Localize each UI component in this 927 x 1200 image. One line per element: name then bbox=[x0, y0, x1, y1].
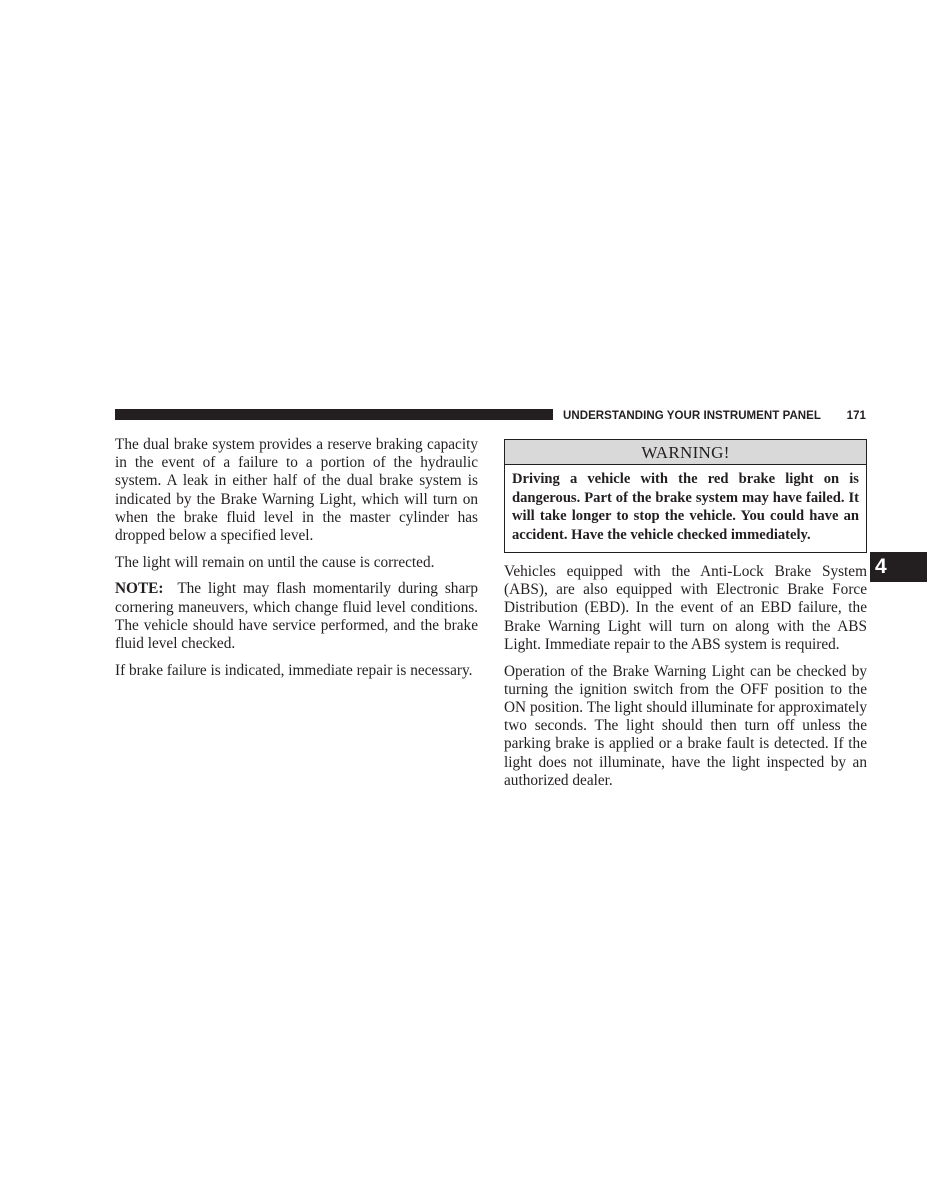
warning-body: Driving a vehicle with the red brake light on is dangerous. Part of the brake system may have failed. It will take longer to stop the vehicle. You could have an accident. Have the vehicle checked immediately. bbox=[512, 471, 859, 543]
note-paragraph bbox=[115, 580, 478, 653]
paragraph-abs-ebd: Vehicles equipped with the Anti-Lock Brake System (ABS), are also equipped with Electronic Brake Force Distribution (EBD). In the event of an EBD failure, the Brake Warning Light will turn on along with the ABS Light. Immediate repair to the ABS system is required. bbox=[504, 563, 867, 653]
note-label: NOTE: bbox=[115, 580, 164, 598]
header-rule bbox=[115, 409, 553, 420]
warning-box bbox=[504, 439, 867, 553]
paragraph-light-remains: The light will remain on until the cause is corrected. bbox=[115, 553, 435, 571]
chapter-tab: 4 bbox=[870, 552, 927, 582]
warning-title: WARNING! bbox=[505, 440, 866, 465]
paragraph-light-check: Operation of the Brake Warning Light can be checked by turning the ignition switch from the OFF position to the ON position. The light should illuminate for approximately two seconds. The light should then turn off unless the parking brake is applied or a brake fault is detected. If the light does not illuminate, have the light inspected by an authorized dealer. bbox=[504, 662, 867, 789]
page-number: 171 bbox=[846, 410, 866, 422]
running-header bbox=[563, 408, 866, 424]
section-title: UNDERSTANDING YOUR INSTRUMENT PANEL bbox=[563, 410, 821, 422]
right-column bbox=[504, 563, 867, 790]
note-text: The light may flash momentarily during sharp cornering maneuvers, which change fluid level conditions. The vehicle should have service performed, and the brake fluid level checked. bbox=[115, 580, 478, 653]
paragraph-brake-failure: If brake failure is indicated, immediate repair is necessary. bbox=[115, 661, 473, 679]
paragraph-dual-brake: The dual brake system provides a reserve braking capacity in the event of a failure to a portion of the hydraulic system. A leak in either half of the dual brake system is indicated by the Brake Warning Light, which will turn on when the brake fluid level in the master cylinder has dropped below a specified level. bbox=[115, 436, 478, 545]
left-column bbox=[115, 436, 478, 680]
